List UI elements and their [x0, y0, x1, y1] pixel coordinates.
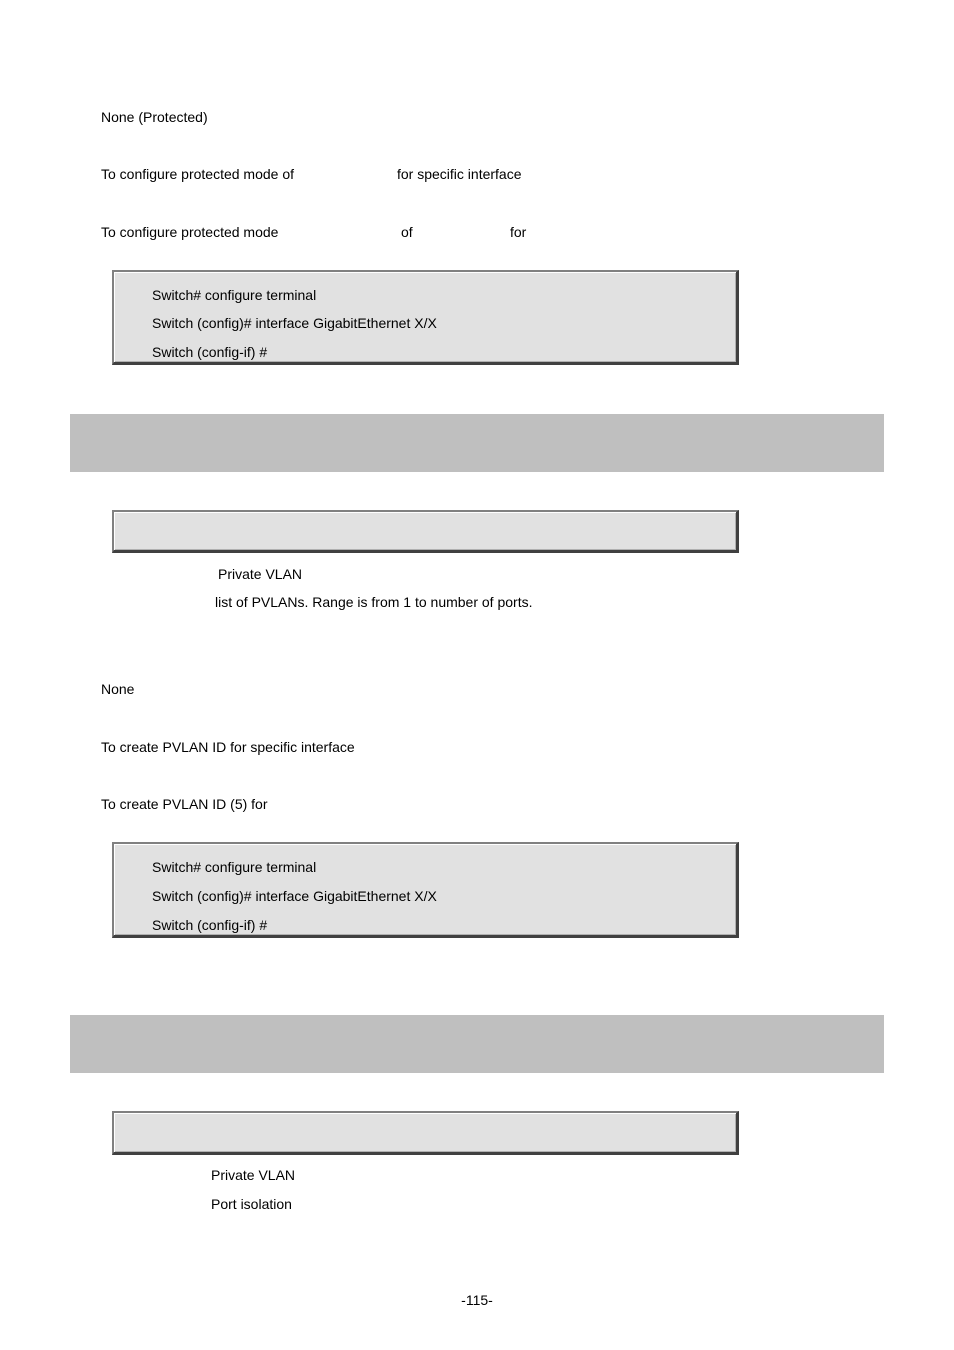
- example-text-part2: of: [401, 224, 413, 240]
- parameter-description: Port isolation: [211, 1196, 292, 1212]
- code-example-box: [112, 842, 739, 938]
- page-number: -115-: [461, 1292, 493, 1308]
- default-value: None (Protected): [101, 109, 208, 125]
- code-line: Switch# configure terminal: [152, 287, 317, 303]
- usage-text: To create PVLAN ID for specific interface: [101, 739, 355, 755]
- example-text: To create PVLAN ID (5) for: [101, 796, 268, 812]
- code-line: Switch# configure terminal: [152, 859, 317, 875]
- parameter-description: Private VLAN: [218, 566, 303, 582]
- section-heading-band: [70, 1015, 884, 1073]
- example-text-part3: for: [510, 224, 527, 240]
- parameter-description: Private VLAN: [211, 1167, 296, 1183]
- parameter-description: list of PVLANs. Range is from 1 to number of ports.: [215, 594, 533, 610]
- command-syntax-box: [112, 1111, 739, 1155]
- section-heading-band: [70, 414, 884, 472]
- code-line: Switch (config-if) #: [152, 917, 268, 933]
- code-example-box: [112, 270, 739, 365]
- code-line: Switch (config-if) #: [152, 344, 268, 360]
- code-line: Switch (config)# interface GigabitEthernet X/X: [152, 315, 437, 331]
- usage-text-part1: To configure protected mode of: [101, 166, 295, 182]
- default-value: None: [101, 681, 135, 697]
- code-line: Switch (config)# interface GigabitEthernet X/X: [152, 888, 437, 904]
- command-syntax-box: [112, 510, 739, 553]
- usage-text-part2: for specific interface: [397, 166, 522, 182]
- example-text-part1: To configure protected mode: [101, 224, 279, 240]
